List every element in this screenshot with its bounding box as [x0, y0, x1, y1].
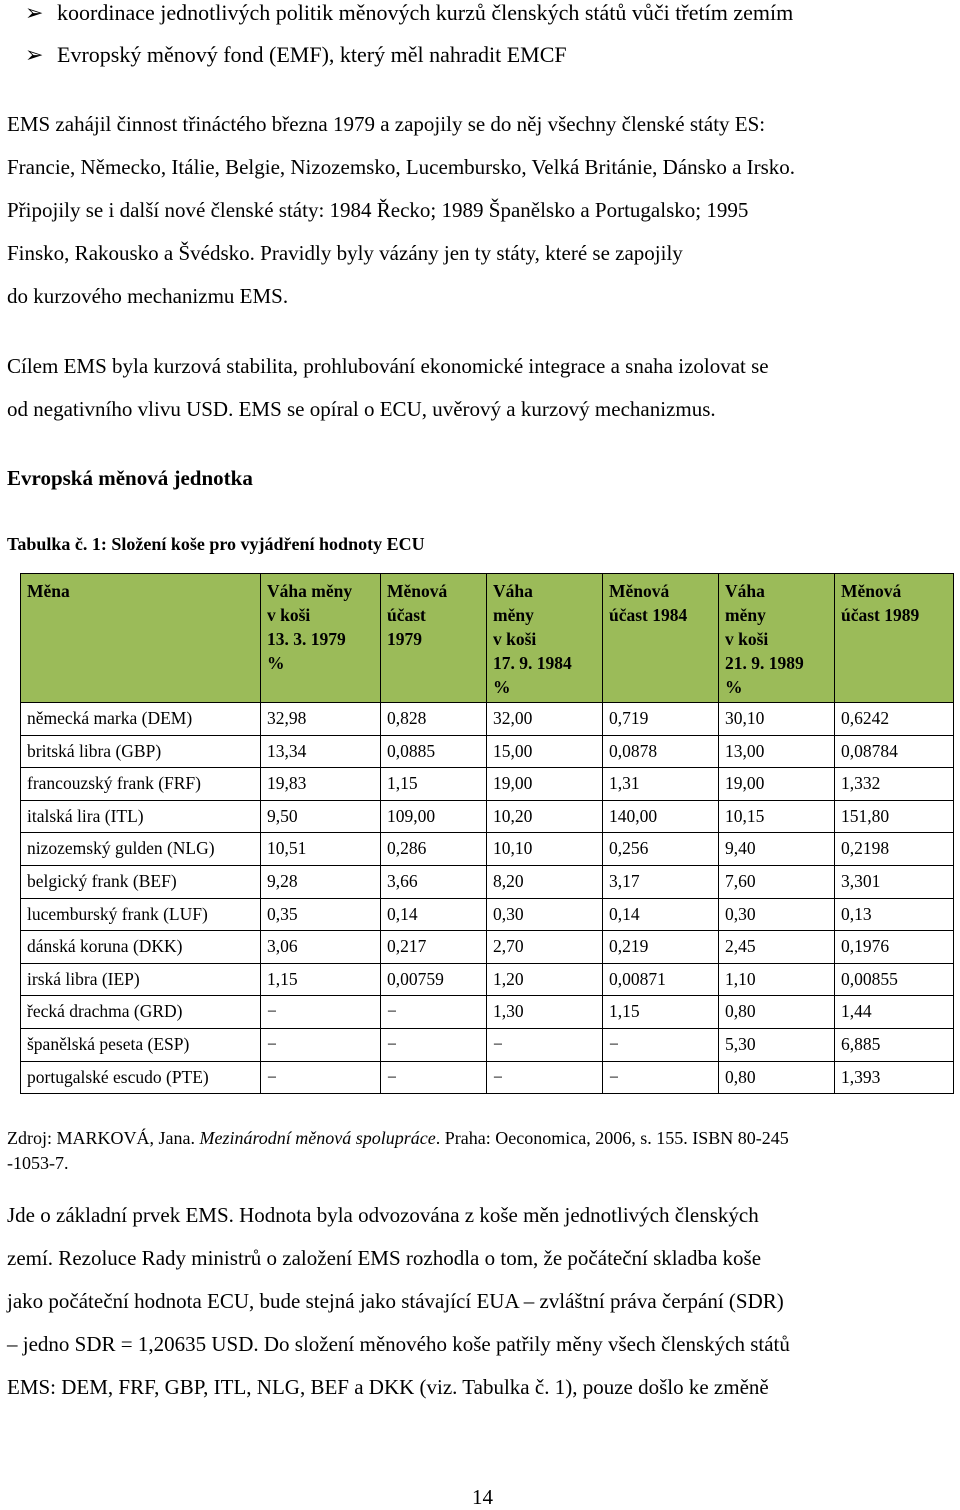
table-cell: 8,20 — [487, 865, 603, 898]
table-header-cell: Měnová účast 1984 — [603, 574, 719, 703]
table-cell: 0,0885 — [381, 735, 487, 768]
table-cell: 0,00871 — [603, 963, 719, 996]
table-cell: 0,2198 — [835, 833, 954, 866]
table-row — [21, 800, 954, 833]
page-number: 14 — [472, 1485, 493, 1509]
bullet-item — [25, 43, 567, 67]
table-cell: 0,00855 — [835, 963, 954, 996]
arrow-bullet-icon: ➢ — [25, 0, 44, 25]
source-citation — [7, 1126, 958, 1176]
table-row — [21, 996, 954, 1029]
table-header-row — [21, 574, 954, 703]
table-row — [21, 898, 954, 931]
table-cell: 0,256 — [603, 833, 719, 866]
table-cell: 2,45 — [719, 931, 835, 964]
table-row — [21, 1028, 954, 1061]
paragraph-line: jako počáteční hodnota ECU, bude stejná jako stávající EUA – zvláštní práva čerpání (SDR) — [7, 1289, 784, 1313]
table-cell: − — [381, 1061, 487, 1094]
table-cell: 1,15 — [381, 768, 487, 801]
table-cell: 3,66 — [381, 865, 487, 898]
table-cell: 3,301 — [835, 865, 954, 898]
source-line2: -1053-7. — [7, 1153, 69, 1173]
table-cell: 140,00 — [603, 800, 719, 833]
currency-name-cell: britská libra (GBP) — [21, 735, 261, 768]
currency-name-cell: španělská peseta (ESP) — [21, 1028, 261, 1061]
table-cell: 0,80 — [719, 996, 835, 1029]
table-cell: 1,332 — [835, 768, 954, 801]
table-row — [21, 768, 954, 801]
table-cell: 9,28 — [261, 865, 381, 898]
table-header-cell: Váha měny v koši 17. 9. 1984 % — [487, 574, 603, 703]
table-cell: 1,44 — [835, 996, 954, 1029]
table-cell: 0,30 — [719, 898, 835, 931]
bullet-text: koordinace jednotlivých politik měnových kurzů členských států vůči třetím zemím — [57, 0, 794, 25]
table-cell: 0,35 — [261, 898, 381, 931]
table-cell: 1,30 — [487, 996, 603, 1029]
currency-name-cell: německá marka (DEM) — [21, 703, 261, 736]
table-cell: − — [603, 1061, 719, 1094]
table-cell: 0,80 — [719, 1061, 835, 1094]
table-cell: 109,00 — [381, 800, 487, 833]
table-row — [21, 703, 954, 736]
table-cell: 0,08784 — [835, 735, 954, 768]
paragraph-line: Francie, Německo, Itálie, Belgie, Nizozemsko, Lucembursko, Velká Británie, Dánsko a Irsko. — [7, 155, 796, 179]
table-header-cell: Měnová účast 1979 — [381, 574, 487, 703]
table-cell: 32,00 — [487, 703, 603, 736]
table-cell: 3,06 — [261, 931, 381, 964]
currency-name-cell: nizozemský gulden (NLG) — [21, 833, 261, 866]
paragraph-line: – jedno SDR = 1,20635 USD. Do složení měnového koše patřily měny všech členských států — [7, 1332, 790, 1356]
table-cell: 2,70 — [487, 931, 603, 964]
table-header-cell: Váha měny v koši 13. 3. 1979 % — [261, 574, 381, 703]
table-row — [21, 931, 954, 964]
paragraph-line: Cílem EMS byla kurzová stabilita, prohlubování ekonomické integrace a snaha izolovat se — [7, 354, 769, 378]
table-cell: 0,1976 — [835, 931, 954, 964]
table-cell: 19,00 — [719, 768, 835, 801]
source-prefix: Zdroj: MARKOVÁ, Jana. — [7, 1128, 200, 1148]
table-cell: 13,00 — [719, 735, 835, 768]
table-cell: 5,30 — [719, 1028, 835, 1061]
paragraph-line: Jde o základní prvek EMS. Hodnota byla odvozována z koše měn jednotlivých členských — [7, 1203, 759, 1227]
source-suffix: . Praha: Oeconomica, 2006, s. 155. ISBN 80-245 — [435, 1128, 789, 1148]
paragraph-line: od negativního vlivu USD. EMS se opíral o ECU, uvěrový a kurzový mechanizmus. — [7, 397, 716, 421]
table-header-cell: Váha měny v koši 21. 9. 1989 % — [719, 574, 835, 703]
table-caption: Tabulka č. 1: Složení koše pro vyjádření hodnoty ECU — [7, 534, 425, 554]
table-cell: 3,17 — [603, 865, 719, 898]
currency-name-cell: irská libra (IEP) — [21, 963, 261, 996]
table-cell: 1,393 — [835, 1061, 954, 1094]
table-cell: 0,0878 — [603, 735, 719, 768]
table-cell: 10,10 — [487, 833, 603, 866]
table-cell: 9,40 — [719, 833, 835, 866]
table-cell: − — [487, 1028, 603, 1061]
table-header-cell: Měnová účast 1989 — [835, 574, 954, 703]
table-cell: 13,34 — [261, 735, 381, 768]
table-cell: 1,15 — [603, 996, 719, 1029]
currency-name-cell: italská lira (ITL) — [21, 800, 261, 833]
table-row — [21, 963, 954, 996]
table-cell: 0,30 — [487, 898, 603, 931]
currency-name-cell: dánská koruna (DKK) — [21, 931, 261, 964]
table-cell: 19,00 — [487, 768, 603, 801]
ecu-basket-table — [20, 573, 954, 1094]
table-cell: 6,885 — [835, 1028, 954, 1061]
source-title: Mezinárodní měnová spolupráce — [199, 1128, 436, 1148]
table-cell: 1,31 — [603, 768, 719, 801]
arrow-bullet-icon: ➢ — [25, 42, 44, 67]
table-cell: 0,14 — [381, 898, 487, 931]
paragraph-line: do kurzového mechanizmu EMS. — [7, 284, 289, 308]
paragraph-line: zemí. Rezoluce Rady ministrů o založení EMS rozhodla o tom, že počáteční skladba koše — [7, 1246, 762, 1270]
table-cell: − — [603, 1028, 719, 1061]
table-cell: 0,719 — [603, 703, 719, 736]
table-cell: 0,13 — [835, 898, 954, 931]
paragraph-line: EMS zahájil činnost třináctého března 1979 a zapojily se do něj všechny členské státy ES: — [7, 112, 766, 136]
table-row — [21, 735, 954, 768]
table-cell: 0,217 — [381, 931, 487, 964]
table-cell: 30,10 — [719, 703, 835, 736]
table-cell: 0,219 — [603, 931, 719, 964]
table-row — [21, 865, 954, 898]
table-cell: 1,20 — [487, 963, 603, 996]
paragraph-line: EMS: DEM, FRF, GBP, ITL, NLG, BEF a DKK (viz. Tabulka č. 1), pouze došlo ke změně — [7, 1375, 769, 1399]
table-cell: 10,15 — [719, 800, 835, 833]
table-cell: − — [261, 996, 381, 1029]
currency-name-cell: belgický frank (BEF) — [21, 865, 261, 898]
table-cell: − — [381, 996, 487, 1029]
table-cell: 15,00 — [487, 735, 603, 768]
currency-name-cell: francouzský frank (FRF) — [21, 768, 261, 801]
currency-name-cell: portugalské escudo (PTE) — [21, 1061, 261, 1094]
table-cell: 10,51 — [261, 833, 381, 866]
table-cell: 0,286 — [381, 833, 487, 866]
bullet-text: Evropský měnový fond (EMF), který měl nahradit EMCF — [57, 42, 567, 67]
table-cell: 151,80 — [835, 800, 954, 833]
table-row — [21, 1061, 954, 1094]
table-cell: 19,83 — [261, 768, 381, 801]
table-cell: 9,50 — [261, 800, 381, 833]
table-cell: 0,00759 — [381, 963, 487, 996]
currency-name-cell: řecká drachma (GRD) — [21, 996, 261, 1029]
paragraph-line: Připojily se i další nové členské státy: 1984 Řecko; 1989 Španělsko a Portugalsko; 1995 — [7, 198, 749, 222]
table-cell: 10,20 — [487, 800, 603, 833]
table-cell: 1,15 — [261, 963, 381, 996]
table-cell: − — [261, 1061, 381, 1094]
table-cell: 0,14 — [603, 898, 719, 931]
table-row — [21, 833, 954, 866]
table-cell: − — [261, 1028, 381, 1061]
paragraph-line: Finsko, Rakousko a Švédsko. Pravidly byly vázány jen ty státy, které se zapojily — [7, 241, 683, 265]
currency-name-cell: lucemburský frank (LUF) — [21, 898, 261, 931]
section-heading: Evropská měnová jednotka — [7, 466, 253, 490]
table-cell: 7,60 — [719, 865, 835, 898]
table-header-cell: Měna — [21, 574, 261, 703]
bullet-item — [25, 1, 793, 25]
table-cell: 0,6242 — [835, 703, 954, 736]
table-cell: 1,10 — [719, 963, 835, 996]
table-cell: 0,828 — [381, 703, 487, 736]
table-cell: − — [487, 1061, 603, 1094]
table-cell: − — [381, 1028, 487, 1061]
table-cell: 32,98 — [261, 703, 381, 736]
